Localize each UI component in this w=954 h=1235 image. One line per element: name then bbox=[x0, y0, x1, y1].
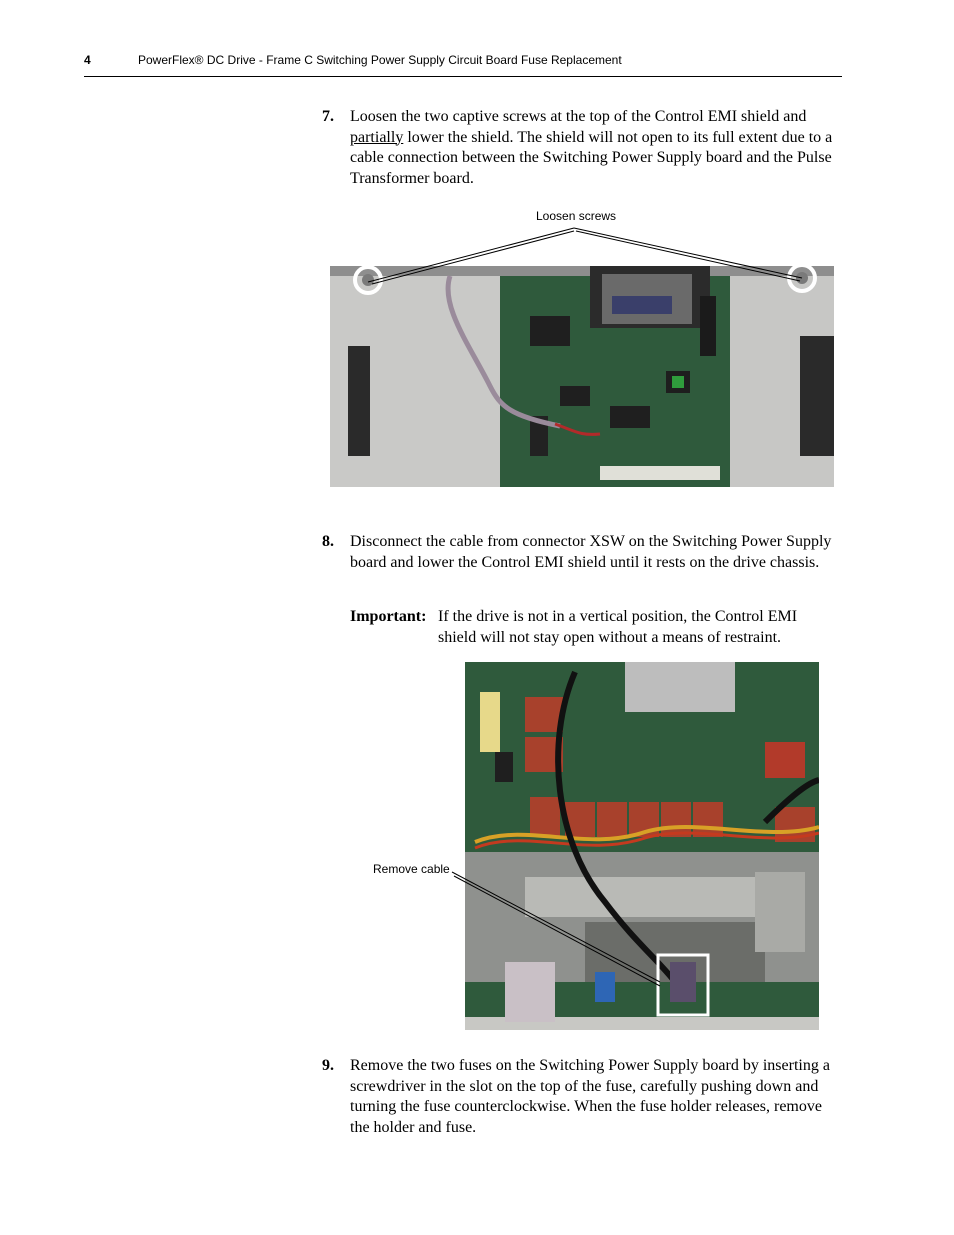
step-number: 9. bbox=[322, 1057, 334, 1074]
step-text: Disconnect the cable from connector XSW on the Switching Power Supply board and lower the Control EMI shield until it rests on the drive chassis. bbox=[350, 533, 832, 571]
important-text: If the drive is not in a vertical position, the Control EMI shield will not stay open without a means of restraint. bbox=[438, 608, 798, 646]
control-board-photo bbox=[330, 266, 834, 487]
callout-loosen-screws: Loosen screws bbox=[536, 209, 617, 223]
page-number: 4 bbox=[84, 53, 91, 67]
step-text: Remove the two fuses on the Switching Power Supply board by inserting a screwdriver in the slot on the top of the fuse, carefully pushing down and turning the fuse counterclockwise. When the fuse holder releases, remove the holder and fuse. bbox=[350, 1057, 830, 1136]
step-text bbox=[350, 107, 840, 189]
important-label: Important: bbox=[350, 608, 427, 625]
step-number: 8. bbox=[322, 533, 334, 550]
page-header bbox=[84, 52, 842, 77]
step-text-part: Loosen the two captive screws at the top of the Control EMI shield and bbox=[350, 108, 807, 125]
callout-remove-cable: Remove cable bbox=[373, 862, 450, 876]
power-supply-board-photo bbox=[465, 662, 819, 1030]
underlined-word: partially bbox=[350, 128, 404, 146]
step-number: 7. bbox=[322, 108, 334, 125]
header-title: PowerFlex® DC Drive - Frame C Switching Power Supply Circuit Board Fuse Replacement bbox=[138, 53, 622, 67]
step-text-part: lower the shield. The shield will not open to its full extent due to a cable connection between the Switching Power Supply board and the Pulse Transformer board. bbox=[350, 128, 833, 187]
